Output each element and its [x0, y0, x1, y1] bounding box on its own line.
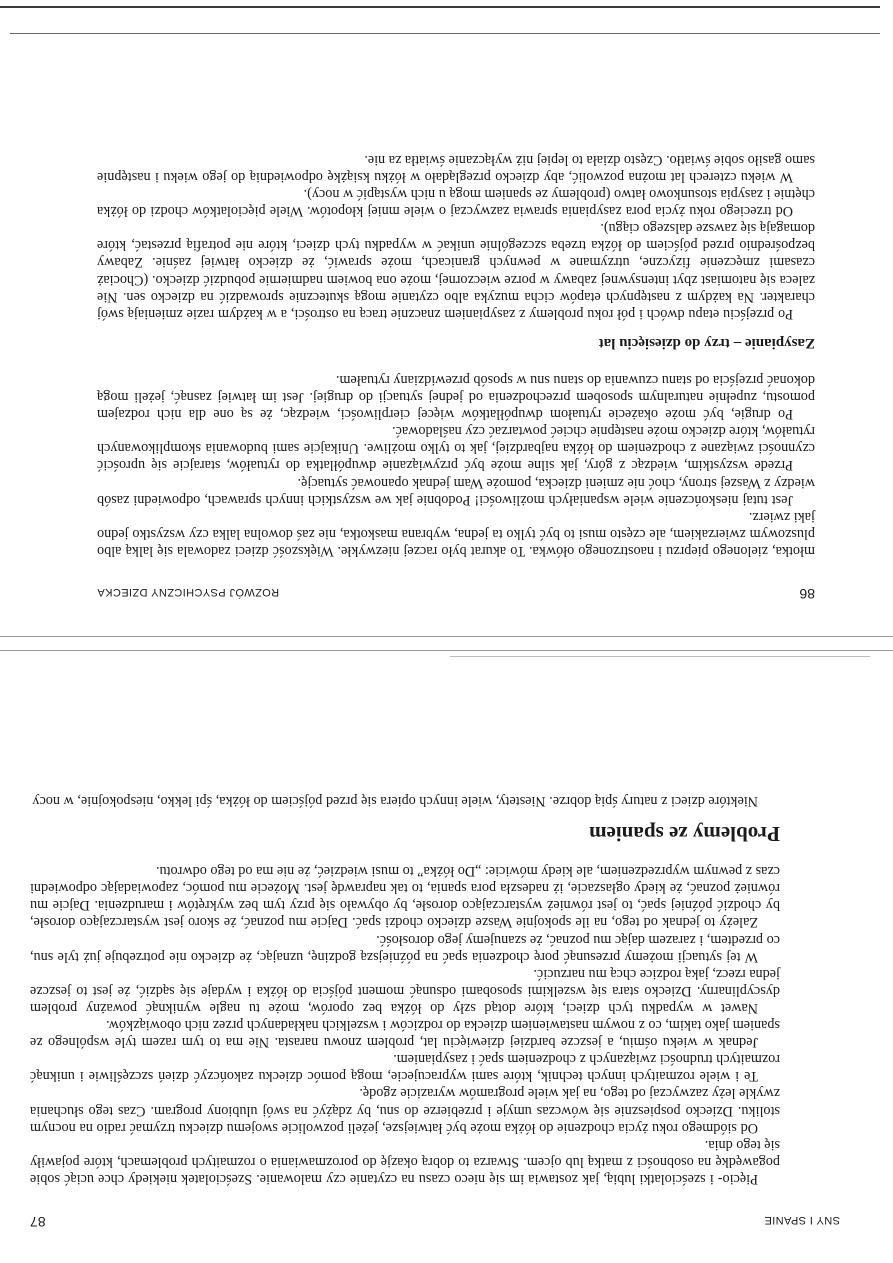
paragraph: Od siódmego roku życia chodzenie do łóżka może być łatwiejsze, jeżeli pozwolicie swojemu dziecku trzymać radio na nocnym stoliku. Dziecko pospiesznie się wówczas umyje i przebierze do snu, by zdążyć na swój ulubiony program. Czas tego słuchania zwykle leży zazwyczaj od tego, na jak wiele programów wyrazicie zgodę.: [30, 1085, 780, 1136]
page-body: [30, 792, 840, 1187]
paragraph: Jednak w wieku ośmiu, a jeszcze bardziej dziewięciu lat, problem znowu narasta. Nie ma to tym razem tyle wspólnego ze spaniem jako takim, co z nowym nastawieniem dziecka do rodziców i wszelkich nakładanych przez nich obowiązków.: [30, 1017, 780, 1051]
paragraph: Pięcio- i sześciolatki lubią, jak zostawia im się nieco czasu na czytanie czy malowanie. Sześciolatek niekiedy chce uciąć sobie pogawędkę na osobności z matką lub ojcem. Stwarza to dobrą okazję do porozmawiania o rozmaitych problemach, które pojawiły się tego dnia.: [30, 1136, 780, 1187]
section-heading: Problemy ze spaniem: [589, 822, 780, 847]
paragraph: Te i wiele rozmaitych innych technik, które sami wypracujecie, mogą pomóc dziecku zakończyć dzień szczęśliwie i uniknąć rozmaitych trudności związanych z chodzeniem spać i zasypianiem.: [30, 1051, 780, 1085]
page-gutter-line-3: [450, 656, 870, 657]
running-header: [97, 583, 815, 602]
running-head-title: ROZWÓJ PSYCHICZNY DZIECKA: [97, 586, 280, 598]
page-body: [97, 151, 815, 559]
running-head-title: SNY I SPANIE: [764, 1214, 840, 1226]
scan-top-rule: [10, 33, 880, 34]
paragraph: Jest tutaj nieskończenie wiele wspaniałych możliwości! Podobnie jak we wszystkich innych sprawach, odpowiedni zasób wiedzy z Waszej strony, choć nie zmieni dziecka, pomoże Wam jednak opanować sytuację.: [97, 474, 815, 508]
page-gutter-line-2: [0, 650, 893, 651]
page-gutter-line: [0, 636, 893, 637]
paragraph: Nawet w wypadku tych dzieci, które dotąd szły do łóżka bez oporów, może tu nagle wyniknąć poważny problem dyscyplinarny. Dziecko stara się wszelkimi sposobami odsunąć moment pójścia do łóżka i wydaje się sądzić, że jest to jeszcze jedna rzecz, jaką rodzice chcą mu narzucić.: [30, 965, 780, 1016]
page-87: [30, 700, 840, 1230]
paragraph: młotka, zielonego pieprzu i naostrzonego ołówka. To akurat było raczej niezwykłe. Większość dzieci zadowala się lalką albo pluszowym zwierzakiem, ale często musi to być tylko ta jedna, wybrana maskotka, nie zaś dowolna lalka czy wszystko jedno jaki zwierz.: [97, 508, 815, 559]
paragraph: Po przejściu etapu dwóch i pół roku problemy z zasypianiem znacznie tracą na ostrości, a w każdym razie zmieniają swój charakter. Na każdym z następnych etapów cicha muzyka albo czytanie mogą skutecznie sprowadzić na dziecko sen. Nie zaleca się natomiast zbyt intensywnej zabawy w porze wieczornej, może ona bowiem nadmiernie pobudzić dziecko. (Chociaż czasami zmęczenie fizyczne, utrzymane w pewnych granicach, może sprawić, że dziecko łatwiej zaśnie. Zabawy bezpośrednio przed pójściem do łóżka trzeba szczególnie unikać w wypadku tych dzieci, które nie potrafią przestać, które domagają się zawsze dalszego ciągu).: [97, 220, 815, 322]
scan-top-edge: [0, 6, 880, 8]
paragraph: W tej sytuacji możemy przesunąć porę chodzenia spać na późniejszą godzinę, uznając, że dziecko nie potrzebuje już tyle snu, co przedtem, i zarazem dając mu poznać, że szanujemy jego dorosłość.: [30, 931, 780, 965]
page-number: 86: [799, 586, 815, 602]
paragraph: Od trzeciego roku życia pora zasypiania sprawia zazwyczaj o wiele mniej kłopotów. Wiele pięciolatków chodzi do łóżka chętnie i zasypia stosunkowo łatwo (problemy ze spaniem mogą u nich wystąpić w nocy).: [97, 186, 815, 220]
section-heading: Zasypianie – trzy do dziesięciu lat: [598, 334, 815, 351]
paragraph: W wieku czterech lat można pozwolić, aby dziecko przeglądało w łóżku książkę odpowiednią do jego wieku i następnie samo gasiło sobie światło. Często działa to lepiej niż wyłączanie światła za nie.: [97, 151, 815, 186]
paragraph: Niektóre dzieci z natury śpią dobrze. Niestety, wiele innych opiera się przed pójściem do łóżka, śpi lekko, niespokojnie, w nocy: [32, 793, 758, 810]
paragraph: Po drugie, być może okażecie rytuałom dwupółlatków więcej cierpliwości, wiedząc, że są one dla nich rodzajem pomostu, zupełnie naturalnym sposobem przechodzenia od jednej sytuacji do drugiej. Jest im łatwiej zasnąć, jeżeli mogą dokonać przejścia od stanu czuwania do stanu snu w sposób przewidziany rytuałem.: [97, 371, 815, 423]
page-number: 87: [30, 1214, 46, 1230]
paragraph: Zależy to jednak od tego, na ile spokojnie Wasze dziecko chodzi spać. Dajcie mu poznać, że skoro jest wystarczająco dorosłe, by chodzić później spać, to jest również wystarczająco dorosłe, by obywało się przy tym bez wykrętów i marudzenia. Dajcie mu również poznać, że kiedy ogłaszacie, iż nadeszła pora spania, to tak naprawdę jest. Możecie mu pomóc, zapowiadając odpowiedni czas z pewnym wyprzedzeniem, ale kiedy mówicie: „Do łóżka” to musi wiedzieć, że nie ma od tego odwrotu.: [30, 863, 780, 931]
page-86: [97, 102, 815, 602]
running-header: [30, 1211, 840, 1230]
paragraph: Przede wszystkim, wiedząc z góry, jak silne może być przywiązanie dwupółlatka do rytuałów, starajcie się uprościć czynności związane z chodzeniem do łóżka najbardziej, jak to tylko możliwe. Unikajcie sami budowania skomplikowanych rytuałów, które dziecko może następnie chcieć powtarzać czy naśladować.: [97, 423, 815, 474]
